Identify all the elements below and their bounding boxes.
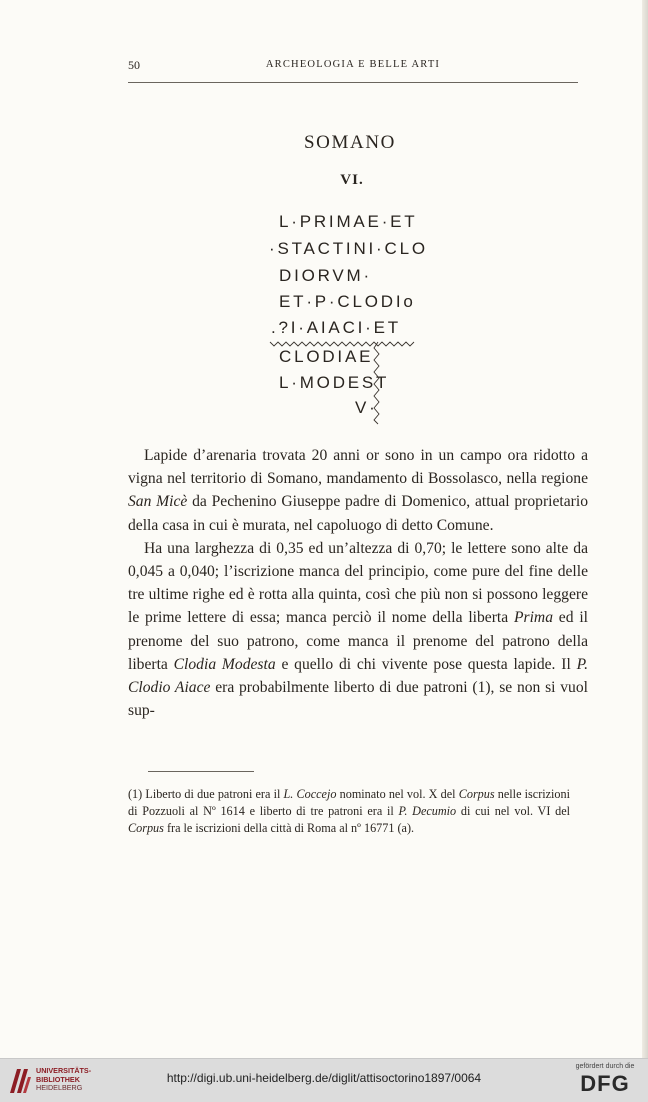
inscription-line-2: ·STACTINI·CLO [269,239,428,258]
inscription-line-5: .?I·AIACI·ET [271,318,401,337]
name-p-clodio-aiace: P. Clodio Aiace [128,655,589,697]
footnote-name-decumio: P. Decumio [398,804,457,819]
paragraph-2-text-c: ed il prenome del suo patrono, come manca il prenome del patrono della liberta [128,609,588,673]
funder-credit [570,1063,640,1095]
library-line-2: BIBLIOTHEK [36,1074,80,1084]
inscription-line-7: L·MODEST [279,373,390,392]
footnote-text-a: (1) Liberto di due patroni era il [128,787,281,801]
inscription-line-8: V· [355,398,378,417]
section-title: SOMANO [304,132,396,153]
paragraph-1-text-a: Lapide d’arenaria trovata 20 anni or sono in un campo ora ridotto a vigna nel territorio di Somano, mandamento di Bossolasco, nella regione [128,447,588,488]
running-title: ARCHEOLOGIA E BELLE ARTI [265,59,441,70]
page-number: 50 [128,58,140,72]
svg-text:DFG: DFG [580,1071,630,1095]
footnote-text-c: nominato nel vol. X del [339,787,456,801]
name-prima: Prima [514,609,553,627]
viewer-footer [0,1058,648,1102]
place-name-san-mice: San Micè [128,493,188,511]
paragraph-1 [128,444,588,537]
footnote-name-coccejo: L. Coccejo [283,787,337,801]
footnote-text-e: nelle iscrizioni di Pozzuoli al Nº 1614 e liberto di tre patroni era il [128,787,571,819]
inscription-block [0,0,648,440]
footnote-corpus-1: Corpus [458,787,495,801]
footnote-text-g: di cui nel vol. VI del [460,804,571,819]
inscription-line-1: L·PRIMAE·ET [279,212,418,231]
paragraph-2 [128,537,588,723]
dfg-logo-icon[interactable] [573,1071,637,1095]
footnote-text-i: fra le iscrizioni della città di Roma al nº 16771 (a). [166,821,415,836]
funded-by-label: gefördert durch die [575,1063,635,1070]
inscription-right-break-mark [366,340,388,426]
section-number: VI. [340,172,364,188]
inscription-line-4: ET·P·CLODIo [279,292,416,311]
inscription-line-6: CLODIAE [279,347,374,366]
library-line-1: UNIVERSITÄTS- [36,1066,92,1075]
library-line-3: HEIDELBERG [36,1083,83,1093]
name-clodia-modesta: Clodia Modesta [173,655,276,673]
paragraph-2-text-a: Ha una larghezza di 0,35 ed un’altezza di 0,70; le lettere sono alte da 0,045 a 0,040; l’iscrizione manca del principio, come pure del fine delle tre ultime righe ed è rotta alla quinta, così che più non si possono leggere le prime lettere di essa; manca perciò il nome della liberta [128,539,588,627]
inscription-line-3: DIORVM· [279,266,372,285]
body-text [128,444,588,722]
footnote [128,786,570,838]
paragraph-2-text-e: e quello di chi vivente pose questa lapide. Il [281,655,571,673]
footnote-rule [148,771,254,772]
paragraph-1-text-c: da Pechenino Giuseppe padre di Domenico, attual proprietario della casa in cui è murata, nel capoluogo di detto Comune. [128,493,588,534]
footnote-corpus-2: Corpus [128,821,164,836]
paragraph-2-text-g: era probabilmente liberto di due patroni (1), se non si vuol sup- [128,679,588,720]
permalink-url[interactable]: http://digi.ub.uni-heidelberg.de/diglit/attisoctorino1897/0064 [166,1071,482,1085]
